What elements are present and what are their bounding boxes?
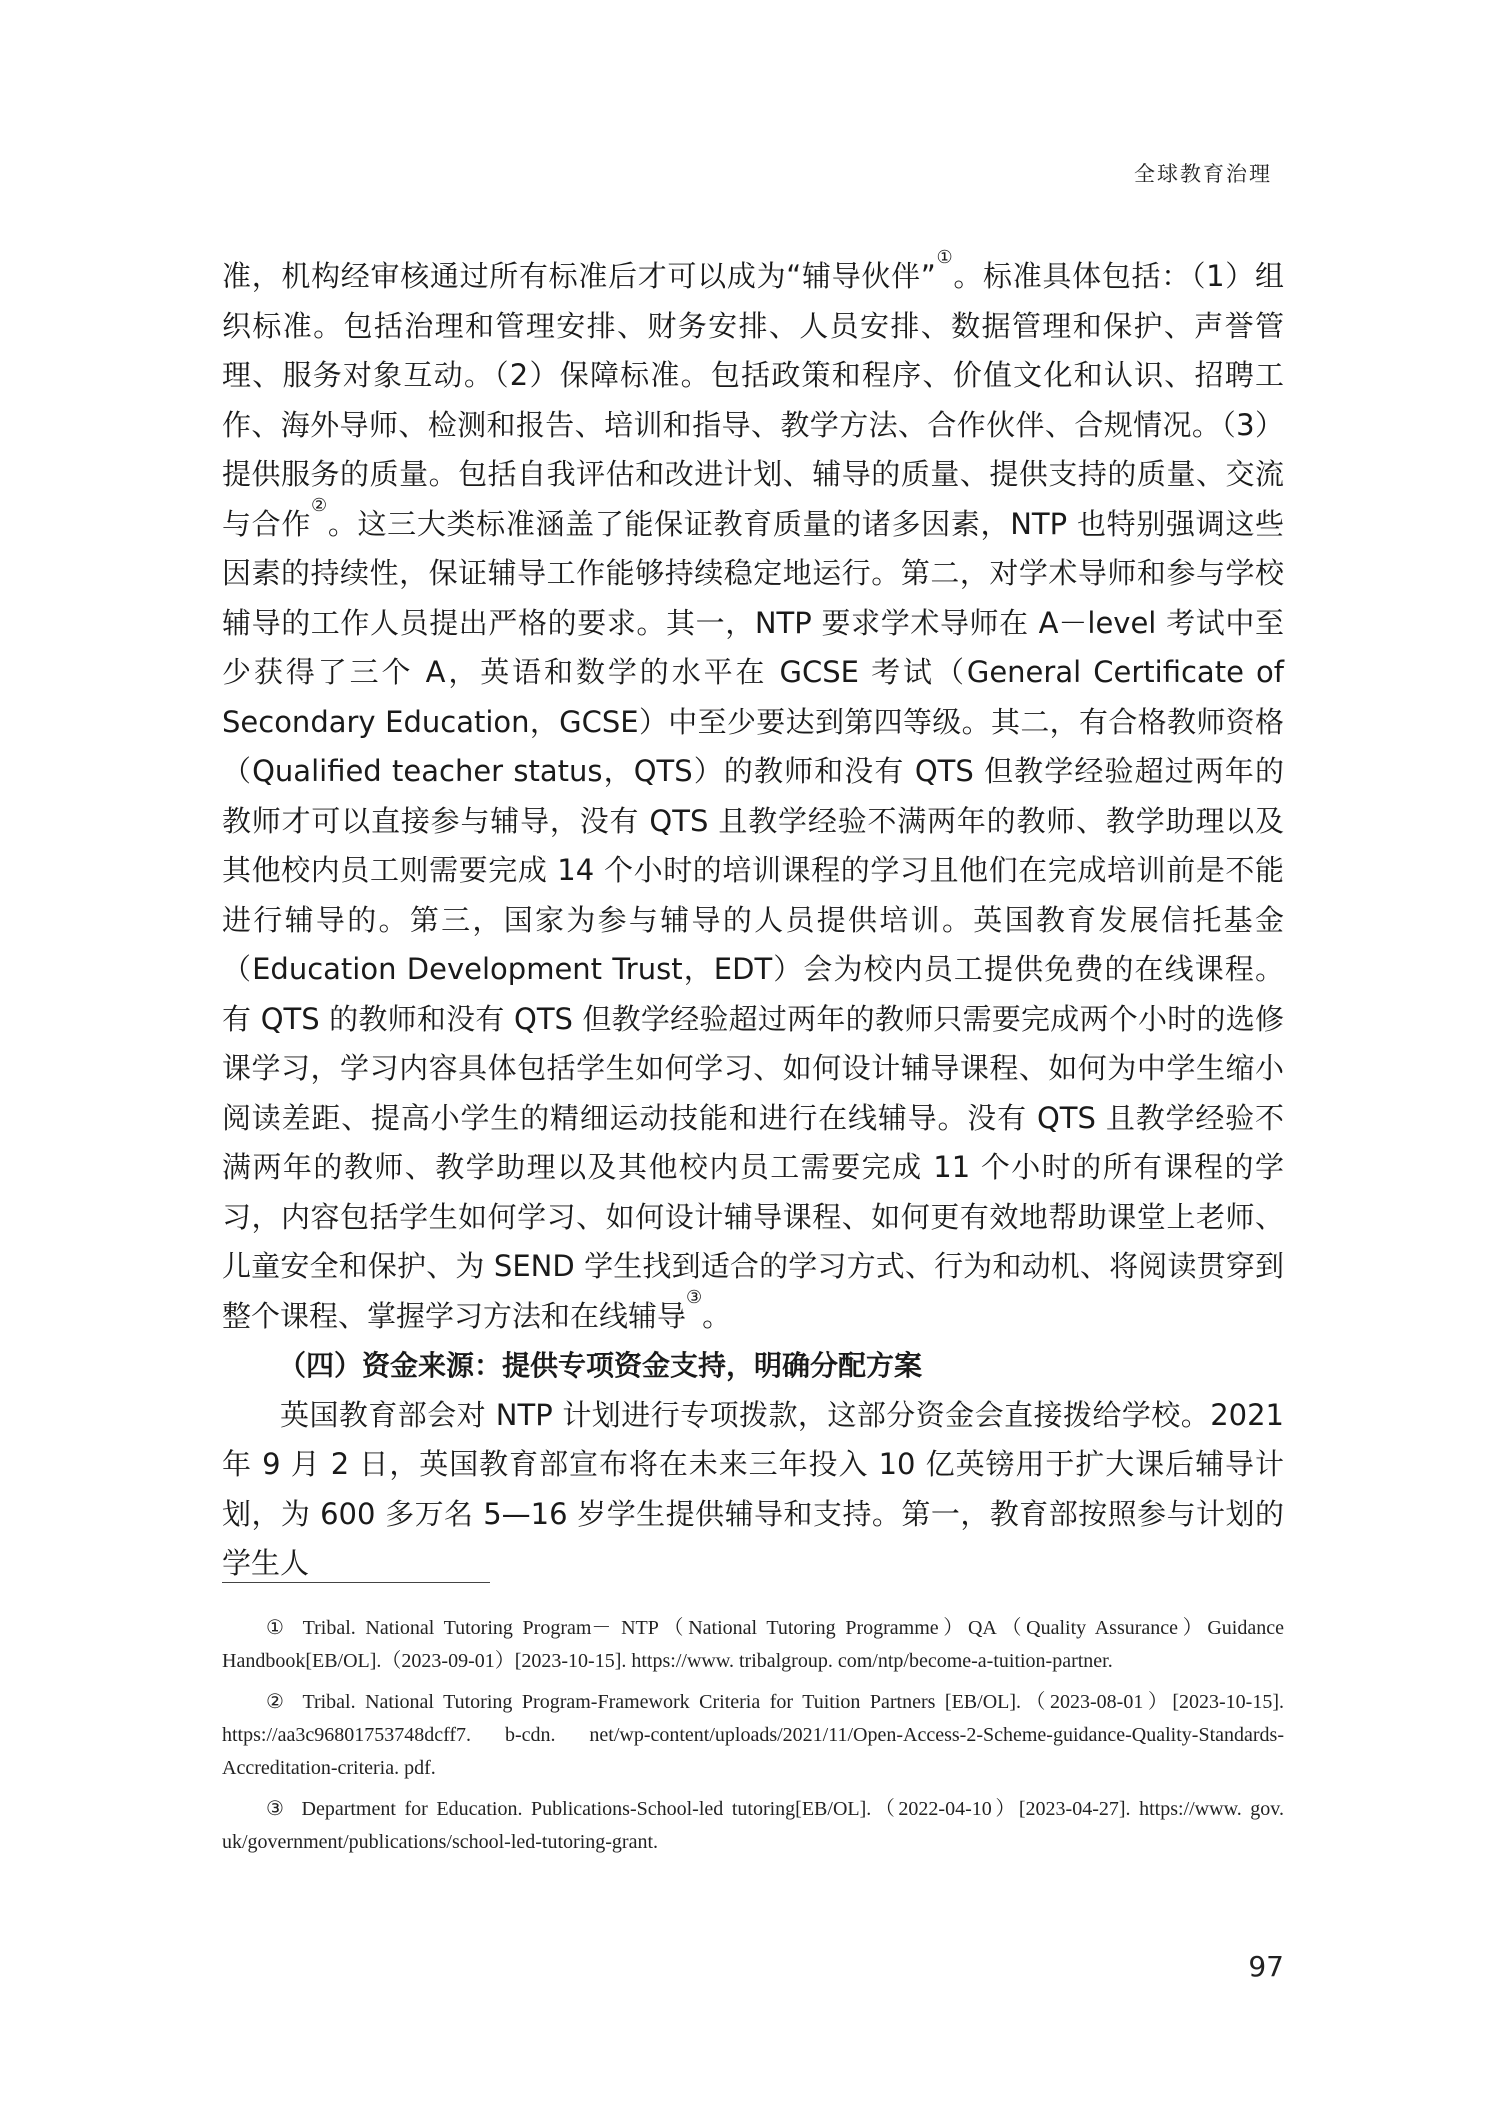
footnotes (222, 1612, 1284, 1867)
footnote-1 (222, 1612, 1284, 1678)
footnote-2 (222, 1686, 1284, 1785)
section-heading: （四）资金来源：提供专项资金支持，明确分配方案 (278, 1349, 923, 1382)
paragraph-2: 英国教育部会对 NTP 计划进行专项拨款，这部分资金会直接拨给学校。2021 年 9 月 2 日，英国教育部宣布将在未来三年投入 10 亿英镑用于扩大课后辅导计划，为 600 多万名 5—16 岁学生提供辅导和支持。第一，教育部按照参与计划的学生人 (222, 1397, 1284, 1580)
page-number: 97 (1248, 1950, 1284, 1983)
running-header: 全球教育治理 (1134, 162, 1272, 186)
paragraph-1-text-a: 准，机构经审核通过所有标准后才可以成为“辅导伙伴” (222, 259, 936, 293)
footnote-text: Tribal. National Tutoring Program－ NTP（National Tutoring Programme）QA（Quality Assurance）Guidance Handbook[EB/OL].（2023-09-01）[2023-10-15]. https://www. tribalgroup. com/ntp/become-a-tuition-partner. (222, 1617, 1284, 1672)
footnote-divider (222, 1582, 490, 1583)
footnote-ref-2: ② (311, 494, 328, 516)
paragraph-1 (222, 247, 1284, 1341)
paragraph-1-text-b: 。标准具体包括：（1）组织标准。包括治理和管理安排、财务安排、人员安排、数据管理和保护、声誉管理、服务对象互动。（2）保障标准。包括政策和程序、价值文化和认识、招聘工作、海外导师、检测和报告、培训和指导、教学方法、合作伙伴、合规情况。（3）提供服务的质量。包括自我评估和改进计划、辅导的质量、提供支持的质量、交流与合作 (222, 259, 1284, 541)
footnote-text: Tribal. National Tutoring Program-Framework Criteria for Tuition Partners [EB/OL].（2023-08-01）[2023-10-15]. https://aa3c96801753748dcff7. b-cdn. net/wp-content/uploads/2021/11/Open-Access-2-Scheme-guidance-Quality-Standards-Accreditation-criteria. pdf. (222, 1691, 1284, 1779)
footnote-3 (222, 1793, 1284, 1859)
footnote-mark: ① (266, 1617, 289, 1639)
paragraph-1-end: 。 (702, 1298, 732, 1333)
paragraph-1-text-c: 。这三大类标准涵盖了能保证教育质量的诸多因素，NTP 也特别强调这些因素的持续性，保证辅导工作能够持续稳定地运行。第二，对学术导师和参与学校辅导的工作人员提出严格的要求。其一，NTP 要求学术导师在 A－level 考试中至少获得了三个 A，英语和数学的水平在 GCSE 考试（General Certificate of Secondary Education，GCSE）中至少要达到第四等级。其二，有合格教师资格（Qualified teacher status，QTS）的教师和没有 QTS 但教学经验超过两年的教师才可以直接参与辅导，没有 QTS 且教学经验不满两年的教师、教学助理以及其他校内员工则需要完成 14 个小时的培训课程的学习且他们在完成培训前是不能进行辅导的。第三，国家为参与辅导的人员提供培训。英国教育发展信托基金（Education Development Trust，EDT）会为校内员工提供免费的在线课程。有 QTS 的教师和没有 QTS 但教学经验超过两年的教师只需要完成两个小时的选修课学习，学习内容具体包括学生如何学习、如何设计辅导课程、如何为中学生缩小阅读差距、提高小学生的精细运动技能和进行在线辅导。没有 QTS 且教学经验不满两年的教师、教学助理以及其他校内员工需要完成 11 个小时的所有课程的学习，内容包括学生如何学习、如何设计辅导课程、如何更有效地帮助课堂上老师、儿童安全和保护、为 SEND 学生找到适合的学习方式、行为和动机、将阅读贯穿到整个课程、掌握学习方法和在线辅导 (222, 506, 1284, 1333)
footnote-mark: ② (266, 1691, 289, 1713)
footnote-mark: ③ (266, 1798, 288, 1820)
footnote-ref-1: ① (935, 247, 954, 268)
main-text (222, 247, 1284, 1589)
footnote-ref-3: ③ (686, 1286, 703, 1308)
footnote-text: Department for Education. Publications-School-led tutoring[EB/OL].（2022-04-10）[2023-04-27]. https://www. gov. uk/government/publications/school-led-tutoring-grant. (222, 1798, 1284, 1853)
